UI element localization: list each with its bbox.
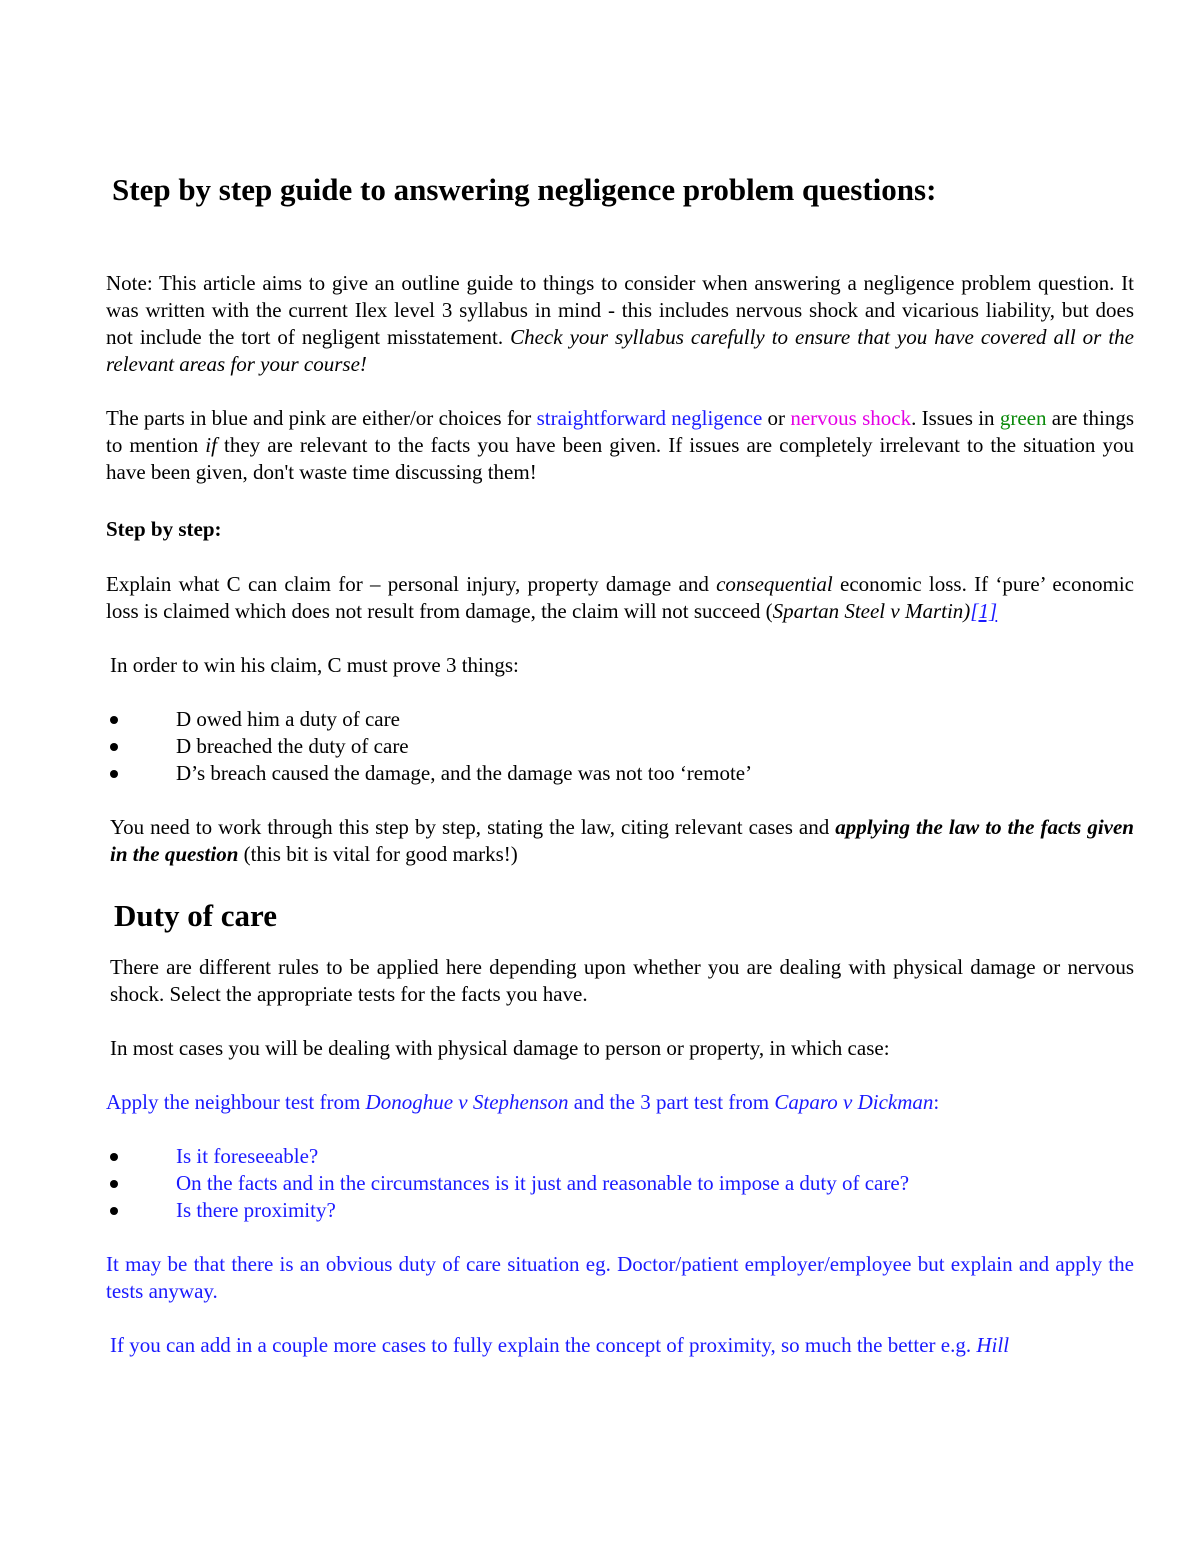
duty-paragraph-1: There are different rules to be applied here depending upon whether you are dealing with physical damage or nervous shock. Select the appropriate tests for the facts you have. — [110, 955, 1134, 1006]
bullet-icon — [110, 1207, 118, 1215]
claim-text-2: economic loss. If ‘pure’ economic loss is claimed which does not result from damage, the claim will not succeed ( — [106, 572, 1134, 623]
apply-paragraph — [106, 1089, 1134, 1116]
pink-keyword: nervous shock — [790, 406, 912, 430]
blue-keyword: straightforward negligence — [536, 406, 763, 430]
page-title: Step by step guide to answering negligence problem questions: — [112, 172, 937, 207]
list-item-text: Is it foreseeable? — [176, 1144, 319, 1168]
list-item-text: Is there proximity? — [176, 1198, 336, 1222]
colors-text-1: The parts in blue and pink are either/or choices for — [106, 406, 537, 430]
list-item — [106, 733, 1134, 760]
prove-list — [106, 706, 1134, 787]
prove-intro: In order to win his claim, C must prove 3 things: — [110, 653, 519, 677]
apply-case-2: Caparo v Dickman — [774, 1090, 934, 1114]
duty-heading: Duty of care — [114, 898, 277, 933]
list-item — [106, 706, 1134, 733]
note-paragraph — [106, 270, 1134, 378]
test-list — [106, 1143, 1134, 1224]
apply-text-1: Apply the neighbour test from — [106, 1090, 366, 1114]
claim-case: Spartan Steel v Martin) — [772, 599, 971, 623]
work-text-1: You need to work through this step by step, stating the law, citing relevant cases and — [110, 815, 836, 839]
list-item-text: D breached the duty of care — [176, 734, 409, 758]
apply-text-3: : — [933, 1090, 940, 1114]
obvious-paragraph: It may be that there is an obvious duty of care situation eg. Doctor/patient employer/employee but explain and apply the tests anyway. — [106, 1252, 1134, 1303]
list-item-text: D owed him a duty of care — [176, 707, 400, 731]
step-heading: Step by step: — [106, 517, 222, 541]
bullet-icon — [110, 770, 118, 778]
proximity-text: If you can add in a couple more cases to fully explain the concept of proximity, so much the better e.g. — [110, 1333, 977, 1357]
work-paragraph — [106, 814, 1134, 868]
list-item — [106, 1170, 1134, 1197]
bullet-icon — [110, 716, 118, 724]
bullet-icon — [110, 743, 118, 751]
colors-paragraph — [106, 405, 1134, 486]
list-item — [106, 1143, 1134, 1170]
bullet-icon — [110, 1153, 118, 1161]
duty-paragraph-2: In most cases you will be dealing with physical damage to person or property, in which case: — [110, 1036, 890, 1060]
claim-italic: consequential — [716, 572, 833, 596]
green-keyword: green — [999, 406, 1047, 430]
apply-case-1: Donoghue v Stephenson — [365, 1090, 569, 1114]
colors-text-5: they are relevant to the facts you have been given. If issues are completely irrelevant to the situation you have been given, don't waste time discussing them! — [106, 433, 1134, 484]
note-emphasis: Check your syllabus carefully to ensure that you have covered all or the relevant areas for your course! — [106, 325, 1134, 376]
document-content — [106, 168, 1134, 1359]
apply-text-2: and the 3 part test from — [568, 1090, 775, 1114]
if-keyword: if — [205, 433, 217, 457]
colors-text-4: are things to mention — [106, 406, 1134, 457]
list-item — [106, 760, 1134, 787]
claim-paragraph — [106, 571, 1134, 625]
colors-text-2: or — [762, 406, 791, 430]
claim-text-1: Explain what C can claim for – personal injury, property damage and — [106, 572, 717, 596]
proximity-paragraph — [106, 1332, 1134, 1359]
work-text-2: (this bit is vital for good marks!) — [238, 842, 518, 866]
bullet-icon — [110, 1180, 118, 1188]
list-item-text: On the facts and in the circumstances is it just and reasonable to impose a duty of care? — [176, 1171, 910, 1195]
list-item — [106, 1197, 1134, 1224]
list-item-text: D’s breach caused the damage, and the damage was not too ‘remote’ — [176, 761, 753, 785]
colors-text-3: . Issues in — [911, 406, 1000, 430]
proximity-case: Hill — [976, 1333, 1010, 1357]
work-emphasis: applying the law to the facts given in the question — [110, 815, 1134, 866]
footnote-link[interactable]: [1] — [970, 599, 998, 623]
note-text: Note: This article aims to give an outline guide to things to consider when answering a negligence problem question. It was written with the current Ilex level 3 syllabus in mind - this includes nervous shock and vicarious liability, but does not include the tort of negligent misstatement. — [106, 271, 1134, 349]
